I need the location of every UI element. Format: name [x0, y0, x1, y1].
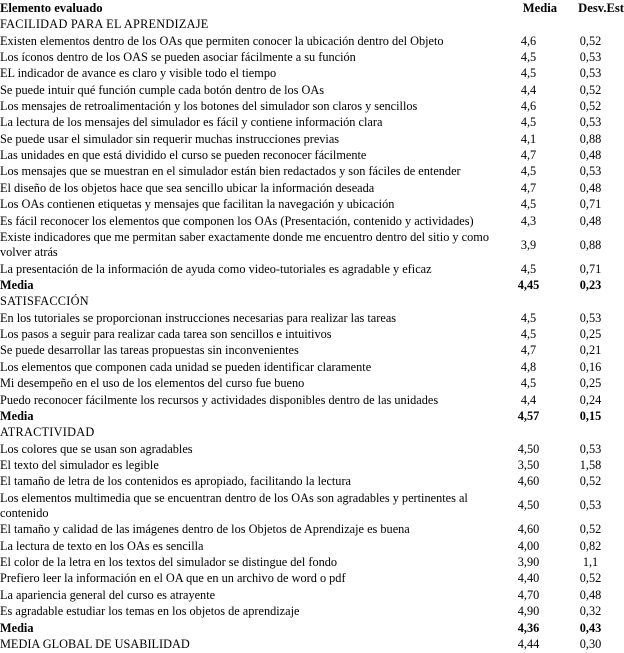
cell-media: 4,5 [520, 310, 537, 325]
cell-media: 4,5 [520, 49, 537, 64]
table-row [0, 82, 624, 98]
cell-desv-est [557, 425, 624, 441]
cell-elemento: Existen elementos dentro de los OAs que permiten conocer la ubicación dentro del Objeto [0, 33, 444, 48]
cell-elemento: El tamaño de letra de los contenidos es apropiado, facilitando la lectura [0, 474, 352, 489]
cell-media: 4,5 [520, 376, 537, 391]
column-header-elemento: Elemento evaluado [0, 0, 103, 15]
table-row [0, 66, 624, 82]
cell-desv-est: 0,82 [579, 538, 602, 553]
cell-desv-est: 0,88 [579, 237, 602, 252]
table-row [0, 376, 624, 392]
cell-desv-est: 0,52 [579, 82, 602, 97]
cell-media: 3,9 [520, 237, 537, 252]
column-header-media: Media [522, 0, 557, 15]
table-row [0, 441, 624, 457]
section-header-row [0, 294, 624, 310]
table-row [0, 587, 624, 603]
section-mean-row [0, 620, 624, 636]
cell-media: 3,90 [517, 555, 540, 570]
cell-desv-est: 0,53 [579, 441, 602, 456]
cell-media: 4,5 [520, 66, 537, 81]
cell-desv-est: 0,71 [579, 197, 602, 212]
cell-desv-est: 0,52 [579, 99, 602, 114]
table-body [0, 17, 624, 653]
cell-elemento: Los mensajes que se muestran en el simulador están bien redactados y son fáciles de entender [0, 164, 461, 179]
cell-elemento: ATRACTIVIDAD [0, 425, 95, 440]
cell-elemento: La lectura de texto en los OAs es sencilla [0, 538, 204, 553]
table-row [0, 490, 624, 522]
cell-media: 4,90 [517, 604, 540, 619]
cell-media: 3,50 [517, 457, 540, 472]
table-row [0, 343, 624, 359]
cell-media: 4,50 [517, 498, 540, 513]
cell-elemento: Puedo reconocer fácilmente los recursos y actividades disponibles dentro de las unidades [0, 392, 439, 407]
cell-media: 4,1 [520, 131, 537, 146]
table-row [0, 164, 624, 180]
cell-elemento: Es agradable estudiar los temas en los objetos de aprendizaje [0, 604, 300, 619]
cell-media: 4,5 [520, 261, 537, 276]
cell-elemento: Media [0, 620, 34, 635]
cell-media: 4,6 [520, 99, 537, 114]
cell-media: 4,4 [520, 82, 537, 97]
cell-elemento: En los tutoriales se proporcionan instrucciones necesarias para realizar las tareas [0, 310, 397, 325]
cell-elemento: La presentación de la información de ayuda como video-tutoriales es agradable y eficaz [0, 261, 432, 276]
cell-media: 4,00 [517, 538, 540, 553]
cell-media: 4,3 [520, 213, 537, 228]
cell-desv-est: 0,43 [579, 620, 602, 635]
cell-elemento: Se puede usar el simulador sin requerir muchas instrucciones previas [0, 131, 340, 146]
table-row [0, 571, 624, 587]
cell-media: 4,36 [517, 620, 540, 635]
cell-media: 4,7 [520, 180, 537, 195]
table-row [0, 213, 624, 229]
cell-media [500, 17, 557, 33]
cell-media: 4,44 [517, 636, 540, 651]
cell-desv-est: 0,16 [579, 359, 602, 374]
cell-media: 4,57 [517, 408, 540, 423]
cell-desv-est: 0,48 [579, 587, 602, 602]
table-row [0, 229, 624, 261]
cell-desv-est: 0,52 [579, 571, 602, 586]
cell-elemento: Los íconos dentro de los OAS se pueden asociar fácilmente a su función [0, 49, 356, 64]
table-row [0, 359, 624, 375]
cell-desv-est: 0,52 [579, 474, 602, 489]
cell-elemento: Se puede intuir qué función cumple cada botón dentro de los OAs [0, 82, 325, 97]
cell-elemento: Prefiero leer la información en el OA que en un archivo de word o pdf [0, 571, 346, 586]
cell-media: 4,7 [520, 148, 537, 163]
cell-desv-est: 0,53 [579, 66, 602, 81]
cell-elemento: Los elementos que componen cada unidad se pueden identificar claramente [0, 359, 372, 374]
cell-media: 4,6 [520, 33, 537, 48]
cell-elemento: SATISFACCIÓN [0, 294, 89, 309]
cell-elemento: MEDIA GLOBAL DE USABILIDAD [0, 636, 190, 651]
section-mean-row [0, 277, 624, 293]
table-row [0, 457, 624, 473]
cell-desv-est: 0,23 [579, 277, 602, 292]
cell-desv-est: 0,32 [579, 604, 602, 619]
cell-media [500, 294, 557, 310]
cell-desv-est [557, 17, 624, 33]
cell-elemento: El diseño de los objetos hace que sea sencillo ubicar la información deseada [0, 180, 375, 195]
table-row [0, 49, 624, 65]
cell-desv-est: 0,71 [579, 261, 602, 276]
cell-desv-est: 1,1 [582, 555, 599, 570]
cell-desv-est: 0,53 [579, 49, 602, 64]
table-row [0, 310, 624, 326]
section-mean-row [0, 408, 624, 424]
cell-elemento: Mi desempeño en el uso de los elementos del curso fue bueno [0, 376, 305, 391]
cell-media: 4,7 [520, 343, 537, 358]
cell-media: 4,5 [520, 164, 537, 179]
table-row [0, 474, 624, 490]
table-row [0, 522, 624, 538]
cell-elemento: Los OAs contienen etiquetas y mensajes que facilitan la navegación y ubicación [0, 197, 395, 212]
cell-elemento: La apariencia general del curso es atrayente [0, 587, 216, 602]
cell-elemento: El color de la letra en los textos del simulador se distingue del fondo [0, 555, 338, 570]
table-row [0, 148, 624, 164]
cell-media: 4,5 [520, 327, 537, 342]
cell-desv-est: 0,52 [579, 33, 602, 48]
cell-desv-est: 0,48 [579, 180, 602, 195]
cell-desv-est: 0,52 [579, 522, 602, 537]
cell-desv-est: 0,53 [579, 164, 602, 179]
cell-elemento: Se puede desarrollar las tareas propuestas sin inconvenientes [0, 343, 299, 358]
cell-desv-est: 0,88 [579, 131, 602, 146]
table-row [0, 180, 624, 196]
cell-elemento: Existe indicadores que me permitan saber exactamente donde me encuentro dentro del sitio y como volver atrás [0, 229, 489, 260]
cell-desv-est: 0,15 [579, 408, 602, 423]
cell-elemento: Los pasos a seguir para realizar cada tarea son sencillos e intuitivos [0, 327, 332, 342]
cell-media: 4,45 [517, 277, 540, 292]
table-row [0, 392, 624, 408]
cell-desv-est: 0,53 [579, 115, 602, 130]
table-header [0, 0, 624, 17]
table-row [0, 131, 624, 147]
table-row [0, 604, 624, 620]
cell-desv-est: 0,25 [579, 327, 602, 342]
cell-elemento: Las unidades en que está dividido el curso se pueden reconocer fácilmente [0, 148, 367, 163]
table-row [0, 99, 624, 115]
cell-elemento: El tamaño y calidad de las imágenes dentro de los Objetos de Aprendizaje es buena [0, 522, 410, 537]
cell-desv-est: 1,58 [579, 457, 602, 472]
cell-media: 4,60 [517, 522, 540, 537]
cell-elemento: FACILIDAD PARA EL APRENDIZAJE [0, 17, 209, 32]
cell-desv-est: 0,24 [579, 392, 602, 407]
cell-desv-est: 0,48 [579, 213, 602, 228]
global-mean-row [0, 636, 624, 652]
cell-desv-est: 0,53 [579, 498, 602, 513]
table-row [0, 327, 624, 343]
cell-media: 4,5 [520, 115, 537, 130]
table-row [0, 538, 624, 554]
cell-elemento: Los elementos multimedia que se encuentran dentro de los OAs son agradables y pertinentes al contenido [0, 490, 468, 521]
table-row [0, 33, 624, 49]
cell-desv-est: 0,25 [579, 376, 602, 391]
cell-elemento: Media [0, 408, 34, 423]
table-row [0, 115, 624, 131]
cell-desv-est: 0,21 [579, 343, 602, 358]
cell-elemento: EL indicador de avance es claro y visible todo el tiempo [0, 66, 277, 81]
cell-desv-est: 0,53 [579, 310, 602, 325]
cell-elemento: Los mensajes de retroalimentación y los botones del simulador son claros y sencillos [0, 99, 418, 114]
section-header-row [0, 425, 624, 441]
cell-media: 4,50 [517, 441, 540, 456]
cell-desv-est: 0,48 [579, 148, 602, 163]
cell-media: 4,8 [520, 359, 537, 374]
cell-media: 4,4 [520, 392, 537, 407]
table-row [0, 261, 624, 277]
cell-media: 4,70 [517, 587, 540, 602]
cell-elemento: Los colores que se usan son agradables [0, 441, 193, 456]
cell-media: 4,40 [517, 571, 540, 586]
column-header-desv-est: Desv.Est [578, 0, 624, 15]
cell-media [500, 425, 557, 441]
section-header-row [0, 17, 624, 33]
cell-elemento: La lectura de los mensajes del simulador es fácil y contiene información clara [0, 115, 383, 130]
cell-elemento: Es fácil reconocer los elementos que componen los OAs (Presentación, contenido y actividades) [0, 213, 474, 228]
table-header-row [0, 0, 624, 17]
table-row [0, 197, 624, 213]
table-row [0, 555, 624, 571]
cell-desv-est: 0,30 [579, 636, 602, 651]
cell-media: 4,5 [520, 197, 537, 212]
cell-desv-est [557, 294, 624, 310]
cell-elemento: Media [0, 277, 34, 292]
cell-media: 4,60 [517, 474, 540, 489]
cell-elemento: El texto del simulador es legible [0, 457, 159, 472]
